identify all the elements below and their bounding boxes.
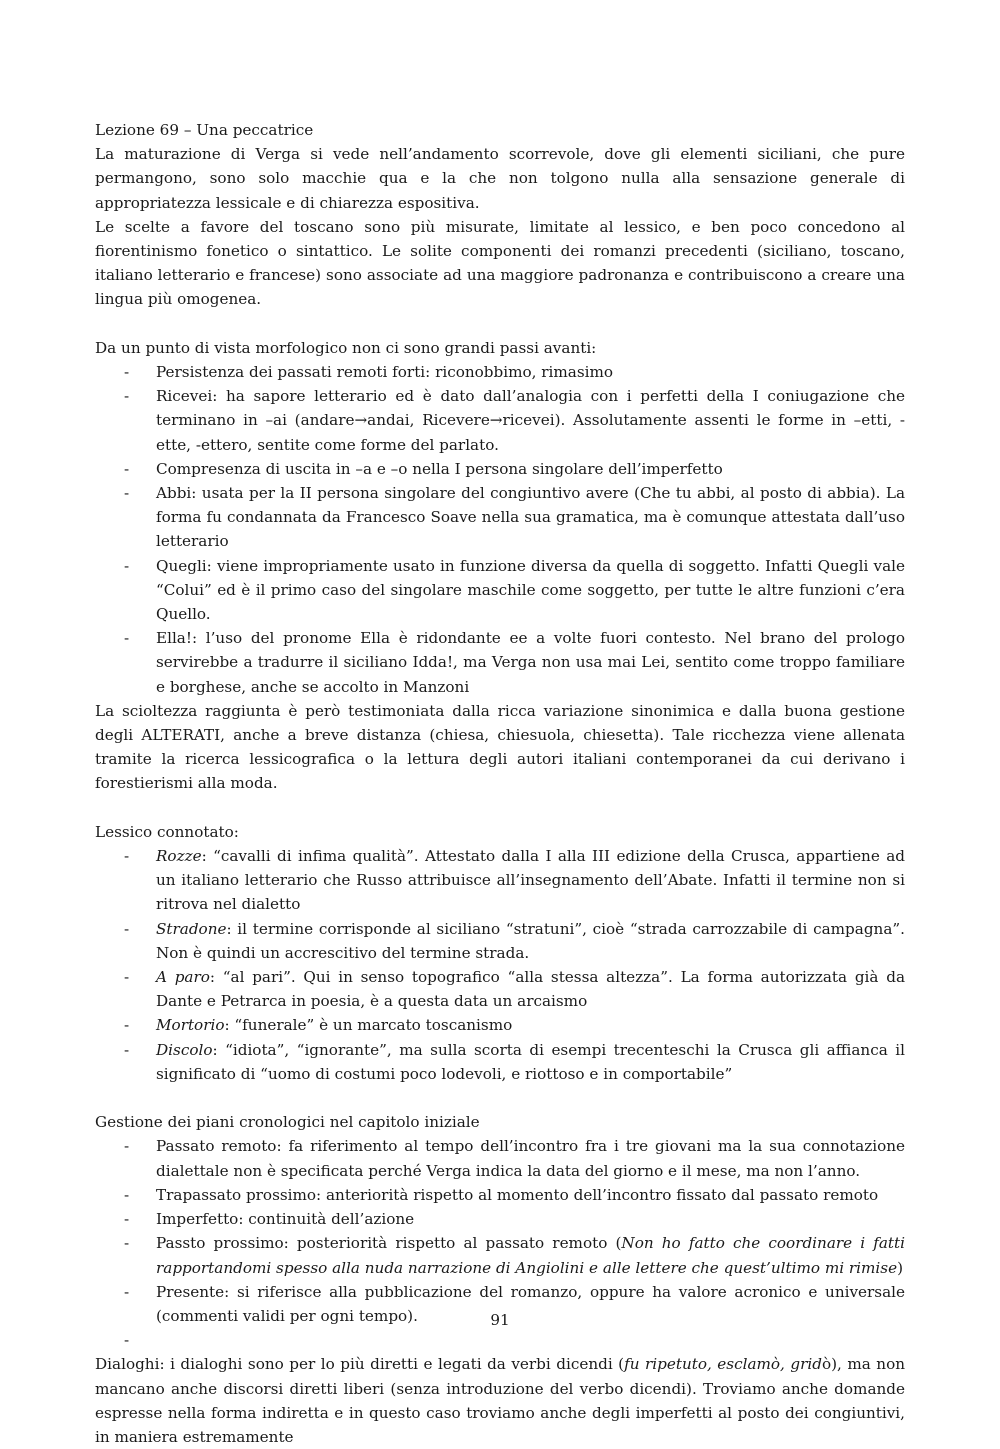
lessico-list xyxy=(95,844,905,1086)
empty-list-item: - xyxy=(124,1331,130,1350)
list-item: - Ella!: l’uso del pronome Ella è ridondante ee a volte fuori contesto. Nel brano del prologo servirebbe a tradurre il siciliano Idda!, ma Verga non usa mai Lei, sentito come troppo familiare e borghese, anche se accolto in Manzoni xyxy=(124,629,905,696)
lesson-title: Lezione 69 – Una peccatrice xyxy=(95,121,314,139)
document-page xyxy=(95,118,905,1449)
list-item: - A paro: “al pari”. Qui in senso topografico “alla stessa altezza”. La forma autorizzata già da Dante e Petrarca in poesia, è a questa data un arcaismo xyxy=(124,968,905,1011)
intro-paragraph-2: Le scelte a favore del toscano sono più misurate, limitate al lessico, e ben poco concedono al fiorentinismo fonetico o sintattico. Le solite componenti dei romanzi precedenti (siciliano, toscano, italiano letterario e francese) sono associate ad una maggiore padronanza e contribuiscono a creare una lingua più omogenea. xyxy=(95,217,905,309)
list-item: - Trapassato prossimo: anteriorità rispetto al momento dell’incontro fissato dal passato remoto xyxy=(124,1185,879,1204)
morph-heading: Da un punto di vista morfologico non ci sono grandi passi avanti: xyxy=(95,338,597,357)
morph-list xyxy=(95,360,905,699)
list-item: - Abbi: usata per la II persona singolare del congiuntivo avere (Che tu abbi, al posto di abbia). La forma fu condannata da Francesco Soave nella sua gramatica, ma è comunque attestata dall’uso letterario xyxy=(124,484,905,551)
piani-heading: Gestione dei piani cronologici nel capitolo iniziale xyxy=(95,1113,480,1132)
list-item: - Stradone: il termine corrisponde al siciliano “stratuni”, cioè “strada carrozzabile di campagna”. Non è quindi un accrescitivo del termine strada. xyxy=(124,919,905,962)
lessico-heading: Lessico connotato: xyxy=(95,822,239,841)
list-item: - Discolo: “idiota”, “ignorante”, ma sulla scorta di esempi trecenteschi la Crusca gli affianca il significato di “uomo di costumi poco lodevoli, e riottoso e in comportabile” xyxy=(124,1040,905,1083)
list-item: - Quegli: viene impropriamente usato in funzione diversa da quella di soggetto. Infatti Quegli vale “Colui” ed è il primo caso del singolare maschile come soggetto, per tutte le altre funzioni c’era Quello. xyxy=(124,556,905,624)
list-item: - Persistenza dei passati remoti forti: riconobbimo, rimasimo xyxy=(124,363,614,382)
list-item: - Ricevei: ha sapore letterario ed è dato dall’analogia con i perfetti della I coniugazione che terminano in –ai (andare→andai, Ricevere→ricevei). Assolutamente assenti le forme in –etti, -ette, -ettero, sentite come forme del parlato. xyxy=(124,387,905,454)
page-number: 91 xyxy=(490,1311,510,1329)
list-item: - Passto prossimo: posteriorità rispetto al passato remoto (Non ho fatto che coordinare i fatti rapportandomi spesso alla nuda narrazione di Angiolini e alle lettere che quest’ultimo mi rimise) xyxy=(124,1234,905,1277)
list-item: - Passato remoto: fa riferimento al tempo dell’incontro fra i tre giovani ma la sua connotazione dialettale non è specificata perché Verga indica la data del giorno e il mese, ma non l’anno. xyxy=(124,1137,905,1180)
alterati-paragraph: La scioltezza raggiunta è però testimoniata dalla ricca variazione sinonimica e dalla buona gestione degli ALTERATI, anche a breve distanza (chiesa, chiesuola, chiesetta). Tale ricchezza viene allenata tramite la ricerca lessicografica o la lettura degli autori italiani contemporanei da cui derivano i forestierismi alla moda. xyxy=(95,701,905,793)
list-item: - Rozze: “cavalli di infima qualità”. Attestato dalla I alla III edizione della Crusca, appartiene ad un italiano letterario che Russo attribuisce all’insegnamento dell’Abate. Infatti il termine non si ritrova nel dialetto xyxy=(124,847,905,914)
intro-paragraph-1: La maturazione di Verga si vede nell’andamento scorrevole, dove gli elementi siciliani, che pure permangono, sono solo macchie qua e la che non tolgono nulla alla sensazione generale di appropriatezza lessicale e di chiarezza espositiva. xyxy=(95,145,905,212)
list-item: - Presente: si riferisce alla pubblicazione del romanzo, oppure ha valore acronico e universale (commenti validi per ogni tempo). xyxy=(124,1282,905,1325)
list-item: - Mortorio: “funerale” è un marcato toscanismo xyxy=(124,1016,513,1035)
list-item: - Compresenza di uscita in –a e –o nella I persona singolare dell’imperfetto xyxy=(124,459,723,478)
list-item: - Imperfetto: continuità dell’azione xyxy=(124,1210,415,1229)
dialoghi-paragraph: Dialoghi: i dialoghi sono per lo più diretti e legati da verbi dicendi (fu ripetuto, esclamò, gridò), ma non mancano anche discorsi diretti liberi (senza introduzione del verbo dicendi). Troviamo anche domande espresse nella forma indiretta e in questo caso troviamo anche degli imperfetti al posto dei congiuntivi, in maniera estremamente xyxy=(95,1355,905,1446)
